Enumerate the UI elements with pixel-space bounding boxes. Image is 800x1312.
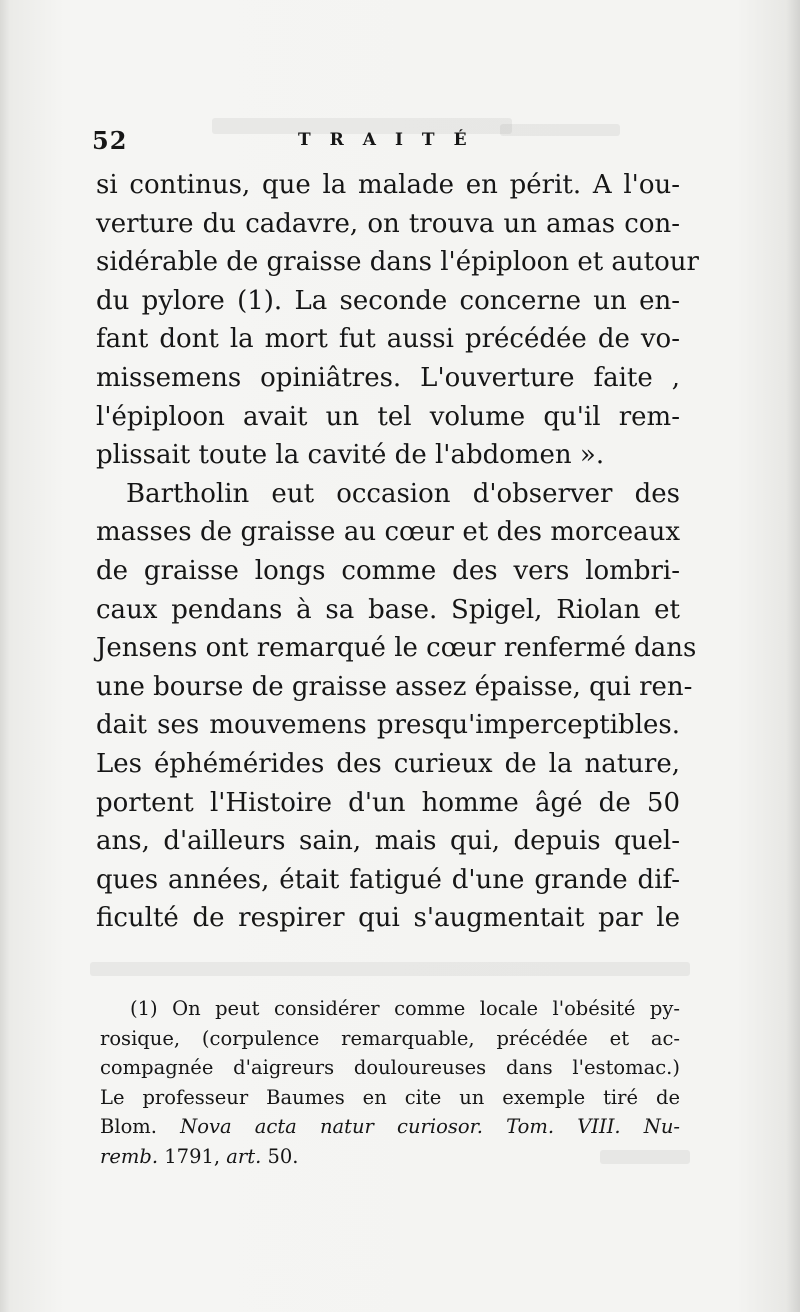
- footnote-line: (1) On peut considérer comme locale l'obésité py-: [130, 997, 680, 1020]
- footnote-line: rosique, (corpulence remarquable, précédée et ac-: [100, 1026, 680, 1050]
- text-line: masses de graisse au cœur et des morceaux: [96, 517, 680, 548]
- page-header: [92, 126, 692, 156]
- text-line: ficulté de respirer qui s'augmentait par le: [96, 903, 680, 934]
- running-title: TRAITÉ: [298, 130, 486, 150]
- text-line: si continus, que la malade en périt. A l'ou-: [96, 170, 680, 200]
- footnote: [100, 994, 680, 1171]
- text-line: l'épiploon avait un tel volume qu'il rem-: [96, 401, 680, 432]
- text-line: plissait toute la cavité de l'abdomen ».: [96, 440, 605, 471]
- text-line: portent l'Histoire d'un homme âgé de 50: [96, 787, 680, 818]
- text-line: ques années, était fatigué d'une grande dif-: [96, 864, 680, 895]
- text-line: verture du cadavre, on trouva un amas con-: [96, 208, 680, 239]
- text-line: sidérable de graisse dans l'épiploon et autour: [96, 247, 699, 278]
- footnote-article-label: art.: [226, 1144, 262, 1168]
- text-line: dait ses mouvemens presqu'imperceptibles.: [96, 710, 680, 741]
- text-line: ans, d'ailleurs sain, mais qui, depuis quel-: [96, 826, 680, 857]
- footnote-citation-line: [100, 1112, 680, 1142]
- page-number: 52: [92, 126, 128, 155]
- footnote-citation-line: [100, 1142, 680, 1172]
- text-line: caux pendans à sa base. Spigel, Riolan et: [96, 594, 680, 625]
- footnote-place: remb.: [100, 1144, 159, 1168]
- footnote-journal: Nova acta natur curiosor. Tom. VIII. Nu-: [180, 1115, 680, 1138]
- footnote-line: compagnée d'aigreurs douloureuses dans l'estomac.): [100, 1056, 680, 1079]
- footnote-year: 1791,: [164, 1144, 221, 1168]
- text-line: de graisse longs comme des vers lombri-: [96, 555, 680, 586]
- main-text: [96, 166, 699, 938]
- text-line: fant dont la mort fut aussi précédée de vo-: [96, 324, 680, 355]
- text-line: Bartholin eut occasion d'observer des: [126, 478, 680, 509]
- footnote-line: Le professeur Baumes en cite un exemple tiré de: [100, 1085, 680, 1109]
- text-line: Les éphémérides des curieux de la nature,: [96, 748, 680, 779]
- footnote-article-number: 50.: [267, 1144, 299, 1168]
- text-line: Jensens ont remarqué le cœur renfermé dans: [96, 633, 697, 664]
- left-edge-shadow: [0, 0, 10, 1312]
- text-line: missemens opiniâtres. L'ouverture faite ,: [96, 362, 680, 393]
- footnote-author: Blom.: [100, 1115, 157, 1138]
- text-line: une bourse de graisse assez épaisse, qui ren-: [96, 671, 693, 702]
- text-line: du pylore (1). La seconde concerne un en-: [96, 285, 680, 316]
- right-edge-shadow: [786, 0, 800, 1312]
